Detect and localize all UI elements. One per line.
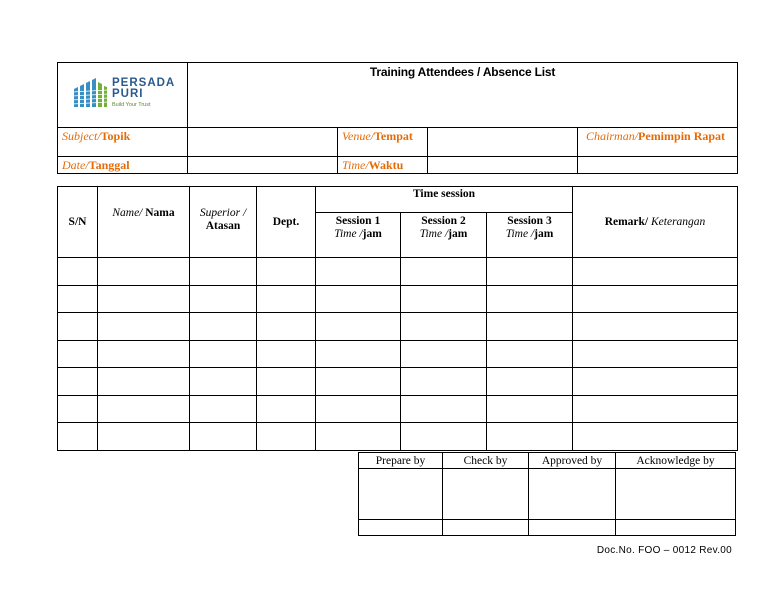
cell-name[interactable] bbox=[98, 368, 190, 396]
company-logo bbox=[72, 75, 175, 111]
col-session-1: Session 1 Time /jam bbox=[316, 213, 401, 258]
sig-col-approved: Approved by bbox=[529, 453, 616, 469]
cell-superior[interactable] bbox=[190, 285, 257, 313]
col-session-3: Session 3 Time /jam bbox=[487, 213, 573, 258]
logo-cell bbox=[58, 63, 188, 128]
cell-dept[interactable] bbox=[257, 258, 316, 286]
sig-col-prepare: Prepare by bbox=[359, 453, 443, 469]
cell-name[interactable] bbox=[98, 423, 190, 451]
chairman-label: Chairman/Pemimpin Rapat bbox=[578, 128, 738, 157]
sig-name-check[interactable] bbox=[443, 520, 529, 536]
cell-session-3[interactable] bbox=[487, 368, 573, 396]
cell-sn[interactable] bbox=[58, 258, 98, 286]
attendee-rows bbox=[58, 258, 738, 451]
col-session-2: Session 2 Time /jam bbox=[401, 213, 487, 258]
cell-sn[interactable] bbox=[58, 423, 98, 451]
table-row bbox=[58, 395, 738, 423]
cell-remark[interactable] bbox=[573, 258, 738, 286]
cell-remark[interactable] bbox=[573, 285, 738, 313]
col-time-session: Time session bbox=[316, 187, 573, 213]
sig-box-approved[interactable] bbox=[529, 469, 616, 520]
time-field[interactable] bbox=[428, 157, 578, 174]
cell-session-1[interactable] bbox=[316, 423, 401, 451]
cell-sn[interactable] bbox=[58, 395, 98, 423]
attendees-table bbox=[57, 186, 738, 451]
cell-name[interactable] bbox=[98, 285, 190, 313]
logo-name-line1: PERSADA bbox=[112, 76, 176, 89]
sig-box-prepare[interactable] bbox=[359, 469, 443, 520]
cell-dept[interactable] bbox=[257, 423, 316, 451]
cell-name[interactable] bbox=[98, 340, 190, 368]
cell-session-2[interactable] bbox=[401, 340, 487, 368]
table-row bbox=[58, 258, 738, 286]
cell-session-3[interactable] bbox=[487, 340, 573, 368]
venue-field[interactable] bbox=[428, 128, 578, 157]
cell-dept[interactable] bbox=[257, 313, 316, 341]
cell-sn[interactable] bbox=[58, 285, 98, 313]
subject-field[interactable] bbox=[188, 128, 338, 157]
table-row bbox=[58, 313, 738, 341]
cell-sn[interactable] bbox=[58, 368, 98, 396]
cell-sn[interactable] bbox=[58, 340, 98, 368]
col-remark: Remark/ Keterangan bbox=[573, 187, 738, 258]
cell-session-2[interactable] bbox=[401, 285, 487, 313]
cell-session-3[interactable] bbox=[487, 395, 573, 423]
cell-session-1[interactable] bbox=[316, 285, 401, 313]
cell-session-2[interactable] bbox=[401, 258, 487, 286]
table-row bbox=[58, 340, 738, 368]
building-logo-icon bbox=[72, 75, 108, 111]
cell-superior[interactable] bbox=[190, 313, 257, 341]
cell-sn[interactable] bbox=[58, 313, 98, 341]
logo-name-line2: PURI bbox=[112, 88, 144, 101]
col-superior: Superior / Atasan bbox=[190, 187, 257, 258]
header-table bbox=[57, 62, 738, 174]
table-row bbox=[58, 368, 738, 396]
cell-remark[interactable] bbox=[573, 395, 738, 423]
cell-session-1[interactable] bbox=[316, 368, 401, 396]
signature-table bbox=[358, 452, 736, 536]
cell-remark[interactable] bbox=[573, 368, 738, 396]
cell-dept[interactable] bbox=[257, 340, 316, 368]
cell-remark[interactable] bbox=[573, 340, 738, 368]
time-label: Time/Waktu bbox=[338, 157, 428, 174]
cell-superior[interactable] bbox=[190, 340, 257, 368]
col-name: Name/ Nama bbox=[98, 187, 190, 258]
cell-remark[interactable] bbox=[573, 423, 738, 451]
document-number: Doc.No. FOO – 0012 Rev.00 bbox=[596, 545, 732, 556]
sig-box-check[interactable] bbox=[443, 469, 529, 520]
cell-session-3[interactable] bbox=[487, 313, 573, 341]
cell-session-1[interactable] bbox=[316, 395, 401, 423]
cell-session-2[interactable] bbox=[401, 423, 487, 451]
logo-tagline: Build Your Trust bbox=[112, 101, 151, 108]
cell-session-2[interactable] bbox=[401, 368, 487, 396]
cell-name[interactable] bbox=[98, 395, 190, 423]
venue-label: Venue/Tempat bbox=[338, 128, 428, 157]
document-title: Training Attendees / Absence List bbox=[188, 63, 738, 128]
date-field[interactable] bbox=[188, 157, 338, 174]
sig-name-approved[interactable] bbox=[529, 520, 616, 536]
cell-dept[interactable] bbox=[257, 285, 316, 313]
table-row bbox=[58, 285, 738, 313]
cell-session-1[interactable] bbox=[316, 258, 401, 286]
date-label: Date/Tanggal bbox=[58, 157, 188, 174]
cell-session-2[interactable] bbox=[401, 395, 487, 423]
cell-session-1[interactable] bbox=[316, 313, 401, 341]
col-sn: S/N bbox=[58, 187, 98, 258]
cell-session-1[interactable] bbox=[316, 340, 401, 368]
cell-dept[interactable] bbox=[257, 368, 316, 396]
cell-superior[interactable] bbox=[190, 258, 257, 286]
cell-superior[interactable] bbox=[190, 395, 257, 423]
cell-remark[interactable] bbox=[573, 313, 738, 341]
col-dept: Dept. bbox=[257, 187, 316, 258]
logo-text bbox=[112, 78, 175, 109]
cell-session-3[interactable] bbox=[487, 285, 573, 313]
sig-col-acknowledge: Acknowledge by bbox=[616, 453, 736, 469]
cell-dept[interactable] bbox=[257, 395, 316, 423]
sig-name-prepare[interactable] bbox=[359, 520, 443, 536]
cell-name[interactable] bbox=[98, 313, 190, 341]
cell-session-3[interactable] bbox=[487, 423, 573, 451]
cell-session-3[interactable] bbox=[487, 258, 573, 286]
cell-superior[interactable] bbox=[190, 368, 257, 396]
sig-name-acknowledge[interactable] bbox=[616, 520, 736, 536]
cell-session-2[interactable] bbox=[401, 313, 487, 341]
table-row bbox=[58, 423, 738, 451]
cell-superior[interactable] bbox=[190, 423, 257, 451]
sig-box-acknowledge[interactable] bbox=[616, 469, 736, 520]
sig-col-check: Check by bbox=[443, 453, 529, 469]
chairman-field[interactable] bbox=[578, 157, 738, 174]
cell-name[interactable] bbox=[98, 258, 190, 286]
subject-label: Subject/Topik bbox=[58, 128, 188, 157]
